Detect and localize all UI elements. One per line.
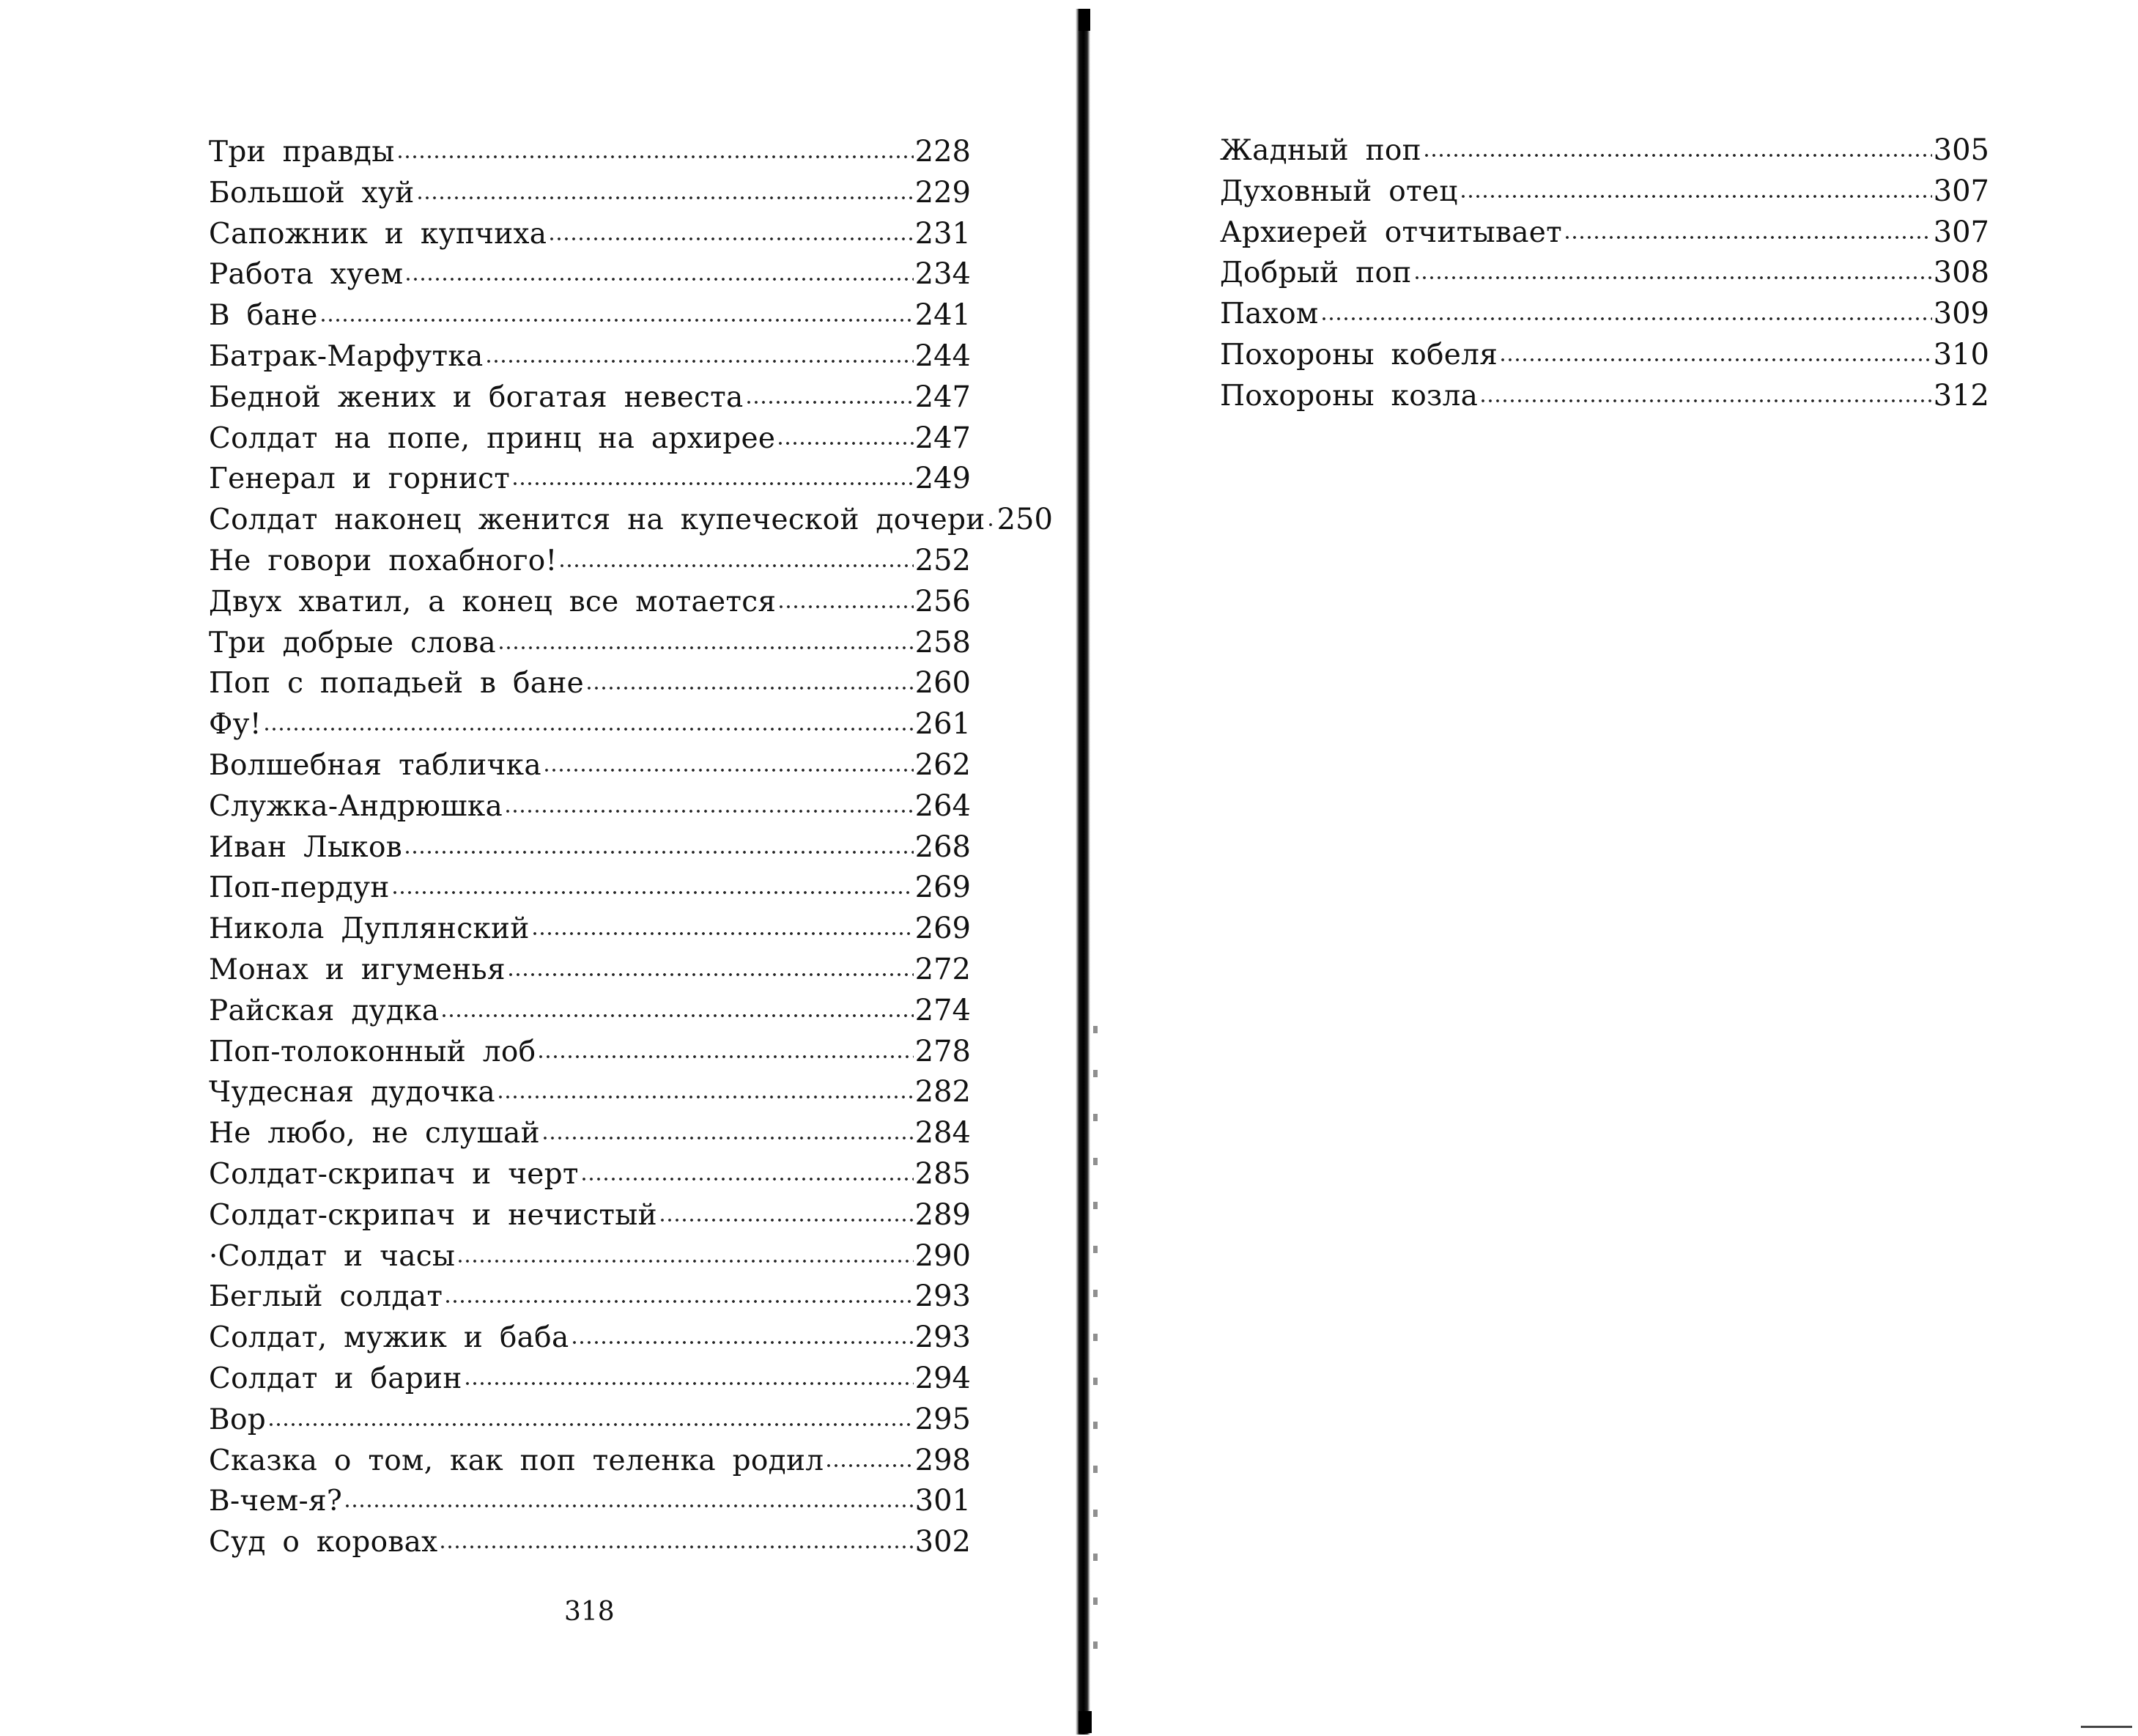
toc-entry-page-number: 256 (914, 584, 971, 618)
toc-entry-title: Генерал и горнист (209, 462, 511, 496)
toc-entry-page-number: 272 (914, 952, 971, 986)
toc-entry-title: Похороны козла (1220, 379, 1479, 413)
toc-entry (209, 827, 971, 868)
toc-entry (1220, 335, 1989, 376)
toc-entry-page-number: 309 (1933, 297, 1989, 331)
toc-entry (209, 1400, 971, 1441)
toc-entry-page-number: 274 (914, 993, 971, 1027)
toc-entry-page-number: 252 (914, 543, 971, 577)
toc-entry-title: Жадный поп (1220, 134, 1421, 167)
dot-leader (558, 563, 913, 569)
toc-entry-page-number: 285 (914, 1156, 971, 1191)
dot-leader (571, 1340, 914, 1345)
toc-entry-page-number: 228 (914, 135, 971, 169)
toc-entry-title: Солдат и барин (209, 1362, 462, 1395)
dot-leader (1564, 234, 1932, 240)
toc-entry-page-number: 294 (914, 1361, 971, 1395)
toc-entry-title: Двух хватил, а конец все мотается (209, 585, 777, 618)
toc-entry-page-number: 298 (914, 1443, 971, 1477)
toc-entry (209, 1359, 971, 1400)
toc-entry-title: Чудесная дудочка (209, 1076, 495, 1109)
toc-entry-title: Большой хуй (209, 176, 415, 210)
toc-entry-page-number: 293 (914, 1279, 971, 1314)
toc-entry (209, 1522, 971, 1563)
toc-entry (1220, 213, 1989, 254)
dot-leader (659, 1217, 914, 1223)
toc-entry-title: Пахом (1220, 298, 1319, 331)
toc-entry-title: Волшебная табличка (209, 748, 541, 782)
toc-entry-title: Солдат наконец женится на купеческой дочери (209, 503, 985, 537)
toc-entry (209, 377, 971, 418)
toc-entry-page-number: 262 (914, 747, 971, 782)
toc-entry-title: Вор (209, 1403, 267, 1436)
toc-entry-title: В-чем-я? (209, 1485, 343, 1518)
toc-entry (209, 909, 971, 950)
toc-entry-page-number: 258 (914, 625, 971, 660)
dot-leader (497, 645, 914, 651)
toc-entry-title: Беглый солдат (209, 1280, 443, 1314)
toc-entry (209, 214, 971, 255)
toc-entry-title: Иван Лыков (209, 830, 403, 864)
dot-leader (404, 276, 913, 282)
toc-entry-title: Духовный отец (1220, 174, 1458, 208)
gutter-shadow-bottom (1079, 1711, 1092, 1733)
toc-entry-title: Поп-толоконный лоб (209, 1035, 536, 1068)
toc-entry-page-number: 269 (914, 871, 971, 905)
toc-entry-title: Не любо, не слушай (209, 1117, 540, 1150)
toc-entry-title: В бане (209, 299, 318, 333)
table-of-contents-left (209, 132, 1053, 1563)
toc-entry-title: Солдат на попе, принц на архирее (209, 421, 776, 455)
dot-leader (543, 767, 914, 773)
dot-leader (504, 808, 914, 814)
toc-entry (209, 295, 971, 336)
toc-entry-title: Суд о коровах (209, 1526, 438, 1559)
toc-entry (209, 254, 971, 295)
toc-entry-page-number: 308 (1933, 256, 1989, 290)
toc-entry (209, 500, 1053, 541)
toc-entry-page-number: 278 (914, 1034, 971, 1068)
toc-entry-title: Солдат-скрипач и черт (209, 1157, 579, 1191)
toc-entry-title: Три правды (209, 136, 395, 169)
toc-entry-page-number: 305 (1933, 133, 1989, 167)
toc-entry-title: ·Солдат и часы (209, 1239, 456, 1273)
dot-leader (548, 236, 913, 242)
toc-entry-page-number: 269 (914, 912, 971, 946)
dot-leader (396, 154, 914, 160)
dot-leader (745, 399, 914, 405)
toc-entry-page-number: 310 (1933, 337, 1989, 372)
toc-entry-page-number: 293 (914, 1321, 971, 1355)
dot-leader (263, 726, 914, 732)
gutter-shadow-top (1079, 9, 1090, 31)
toc-entry-page-number: 312 (1933, 378, 1989, 413)
toc-entry (209, 1236, 971, 1277)
toc-entry-page-number: 302 (914, 1525, 971, 1559)
dot-leader (777, 440, 913, 446)
toc-entry-title: Сапожник и купчиха (209, 217, 547, 251)
dot-leader (777, 604, 913, 610)
dot-leader (507, 972, 914, 978)
dot-leader (531, 931, 914, 937)
toc-entry (209, 1072, 971, 1113)
dot-leader (1320, 316, 1932, 322)
toc-entry (209, 745, 971, 786)
toc-entry (209, 950, 971, 991)
toc-entry (209, 418, 971, 459)
dot-leader (444, 1299, 913, 1304)
toc-entry (209, 704, 971, 745)
toc-entry-title: Добрый поп (1220, 256, 1412, 290)
toc-entry (209, 623, 971, 664)
page-edge-mark (2081, 1726, 2132, 1728)
toc-entry-title: Архиерей отчитывает (1220, 215, 1563, 249)
toc-entry (209, 1195, 971, 1236)
dot-leader (344, 1503, 914, 1509)
toc-entry-page-number: 260 (914, 666, 971, 701)
dot-leader (537, 1054, 913, 1060)
toc-entry-title: Не говори похабного! (209, 544, 558, 577)
dot-leader (987, 522, 996, 528)
toc-entry (209, 1113, 971, 1154)
toc-entry-title: Солдат-скрипач и нечистый (209, 1198, 657, 1232)
toc-entry-page-number: 301 (914, 1484, 971, 1518)
toc-entry (1220, 130, 1989, 171)
dot-leader (440, 1013, 913, 1019)
dot-leader (319, 317, 914, 323)
toc-entry-page-number: 268 (914, 830, 971, 864)
dot-leader (1423, 152, 1932, 158)
toc-entry (209, 582, 971, 623)
page-number: 318 (564, 1597, 615, 1627)
toc-entry (209, 1481, 971, 1522)
toc-entry (209, 991, 971, 1032)
dot-leader (391, 890, 914, 895)
toc-entry (1220, 253, 1989, 294)
toc-entry-title: Никола Дуплянский (209, 912, 530, 946)
toc-entry-page-number: 264 (914, 788, 971, 823)
dot-leader (1499, 357, 1932, 363)
dot-leader (485, 358, 914, 364)
toc-entry (209, 336, 971, 377)
toc-entry-title: Бедной жених и богатая невеста (209, 380, 744, 414)
toc-entry-page-number: 231 (914, 216, 971, 251)
toc-entry-page-number: 261 (914, 707, 971, 742)
toc-entry-title: Работа хуем (209, 258, 404, 292)
toc-entry-title: Монах и игуменья (209, 953, 506, 986)
toc-entry-page-number: 247 (914, 421, 971, 455)
toc-entry-page-number: 241 (914, 298, 971, 333)
dot-leader (497, 1094, 914, 1100)
toc-entry (209, 459, 971, 500)
toc-entry-page-number: 307 (1933, 215, 1989, 249)
toc-entry-page-number: 307 (1933, 174, 1989, 208)
table-of-contents-right (1220, 130, 1989, 417)
toc-entry (209, 1277, 971, 1318)
dot-leader (1460, 193, 1932, 199)
dot-leader (580, 1176, 914, 1182)
toc-entry-title: Фу! (209, 708, 262, 742)
dot-leader (585, 685, 914, 691)
dot-leader (1479, 398, 1931, 404)
toc-entry (1220, 294, 1989, 335)
toc-entry (1220, 171, 1989, 213)
dot-leader (456, 1258, 913, 1264)
book-gutter (1076, 9, 1090, 1735)
toc-entry-title: Солдат, мужик и баба (209, 1321, 569, 1355)
toc-entry-title: Батрак-Марфутка (209, 339, 484, 373)
dot-leader (464, 1381, 914, 1386)
toc-entry (209, 1154, 971, 1195)
toc-entry-page-number: 284 (914, 1116, 971, 1150)
toc-entry-page-number: 247 (914, 380, 971, 414)
dot-leader (404, 849, 914, 855)
dot-leader (439, 1544, 913, 1550)
toc-entry (209, 1441, 971, 1482)
toc-entry-page-number: 244 (914, 339, 971, 373)
toc-entry (209, 132, 971, 173)
toc-entry-page-number: 282 (914, 1075, 971, 1109)
dot-leader (825, 1463, 913, 1469)
toc-entry-page-number: 229 (914, 175, 971, 210)
dot-leader (511, 481, 914, 487)
dot-leader (267, 1422, 914, 1427)
dot-leader (416, 195, 914, 201)
gutter-scan-marks (1093, 1026, 1098, 1685)
toc-entry (209, 663, 971, 704)
toc-entry-page-number: 290 (914, 1238, 971, 1273)
toc-entry (209, 1032, 971, 1073)
toc-entry (209, 786, 971, 827)
toc-entry (209, 173, 971, 214)
toc-entry (209, 1318, 971, 1359)
toc-entry-page-number: 249 (914, 462, 971, 496)
toc-entry (1220, 376, 1989, 417)
toc-entry-title: Райская дудка (209, 994, 440, 1027)
toc-entry (209, 541, 971, 582)
toc-entry-title: Поп-пердун (209, 871, 390, 905)
dot-leader (541, 1135, 914, 1141)
toc-entry (209, 868, 971, 909)
toc-entry-title: Три добрые слова (209, 626, 496, 660)
toc-entry-page-number: 250 (996, 503, 1053, 537)
toc-entry-page-number: 234 (914, 257, 971, 292)
toc-entry-title: Сказка о том, как поп теленка родил (209, 1444, 824, 1477)
toc-entry-page-number: 289 (914, 1197, 971, 1232)
toc-entry-page-number: 295 (914, 1402, 971, 1436)
toc-entry-title: Служка-Андрюшка (209, 789, 503, 823)
dot-leader (1413, 275, 1932, 281)
toc-entry-title: Поп с попадьей в бане (209, 667, 585, 701)
toc-entry-title: Похороны кобеля (1220, 338, 1498, 372)
